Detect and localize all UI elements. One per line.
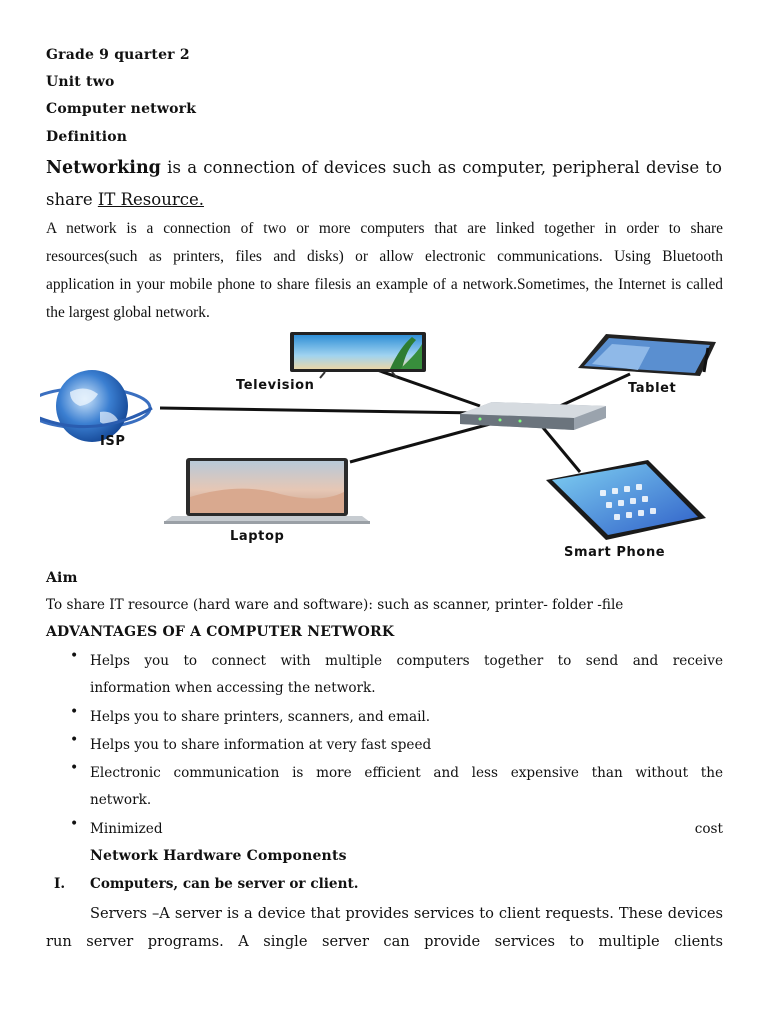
bullet-text-line-1: Electronic communication is more efficient and less expensive than without the bbox=[90, 765, 723, 781]
isp-globe-icon bbox=[40, 370, 152, 442]
laptop-connection-line bbox=[350, 424, 490, 462]
networking-term: Networking bbox=[46, 158, 161, 178]
list-item bbox=[46, 648, 723, 704]
laptop-icon bbox=[164, 458, 370, 524]
network-diagram bbox=[40, 322, 740, 562]
bullet-text-end: cost bbox=[694, 821, 723, 837]
computers-item: Computers, can be server or client. bbox=[90, 876, 359, 892]
laptop-label: Laptop bbox=[230, 529, 285, 544]
it-resource-underlined: IT Resource. bbox=[97, 190, 204, 209]
isp-label: ISP bbox=[100, 434, 126, 449]
bullet-text-line-2: information when accessing the network. bbox=[90, 680, 376, 696]
phone-connection-line bbox=[540, 424, 580, 472]
aim-heading: Aim bbox=[46, 570, 78, 586]
servers-line-1: Servers –A server is a device that provides services to client requests. These devices bbox=[90, 905, 723, 922]
bullet-text-line-1: Helps you to connect with multiple computers together to send and receive bbox=[90, 653, 723, 669]
smart-phone-label: Smart Phone bbox=[564, 545, 666, 560]
isp-connection-line bbox=[160, 408, 480, 413]
hardware-heading: Network Hardware Components bbox=[90, 848, 347, 864]
advantages-heading: ADVANTAGES OF A COMPUTER NETWORK bbox=[46, 624, 395, 640]
aim-text: To share IT resource (hard ware and software): such as scanner, printer- folder -file bbox=[46, 597, 624, 613]
grade-heading: Grade 9 quarter 2 bbox=[46, 47, 190, 63]
bullet-text: Minimized bbox=[90, 821, 163, 837]
tablet-label: Tablet bbox=[628, 381, 677, 396]
unit-heading: Unit two bbox=[46, 74, 115, 90]
network-paragraph-line-4: the largest global network. bbox=[46, 304, 210, 321]
servers-line-2: run server programs. A single server can provide services to multiple clients bbox=[46, 933, 723, 950]
bullet-marker: • bbox=[70, 760, 79, 776]
tablet-icon bbox=[578, 334, 716, 376]
bullet-text: Helps you to share printers, scanners, and email. bbox=[90, 709, 431, 725]
roman-numeral: I. bbox=[54, 876, 66, 892]
bullet-marker: • bbox=[70, 732, 79, 748]
network-paragraph-line-2: resources(such as printers, files and disks) or allow electronic communications. Using Bluetooth bbox=[46, 248, 723, 265]
television-label: Television bbox=[236, 378, 315, 393]
definition-text: is a connection of devices such as computer, peripheral devise to share bbox=[46, 158, 722, 209]
network-paragraph-line-1: A network is a connection of two or more computers that are linked together in order to share bbox=[46, 220, 723, 237]
bullet-text-line-2: network. bbox=[90, 792, 152, 808]
definition-heading: Definition bbox=[46, 129, 128, 145]
television-icon bbox=[290, 332, 426, 378]
bullet-marker: • bbox=[70, 648, 79, 664]
tablet-connection-line bbox=[560, 374, 630, 406]
bullet-text: Helps you to share information at very fast speed bbox=[90, 737, 432, 753]
topic-heading: Computer network bbox=[46, 101, 197, 117]
smart-phone-icon bbox=[546, 460, 706, 540]
networking-definition bbox=[46, 152, 722, 215]
network-paragraph-line-3: application in your mobile phone to share filesis an example of a network.Sometimes, the Internet is called bbox=[46, 276, 723, 293]
bullet-marker: • bbox=[70, 816, 79, 832]
bullet-marker: • bbox=[70, 704, 79, 720]
